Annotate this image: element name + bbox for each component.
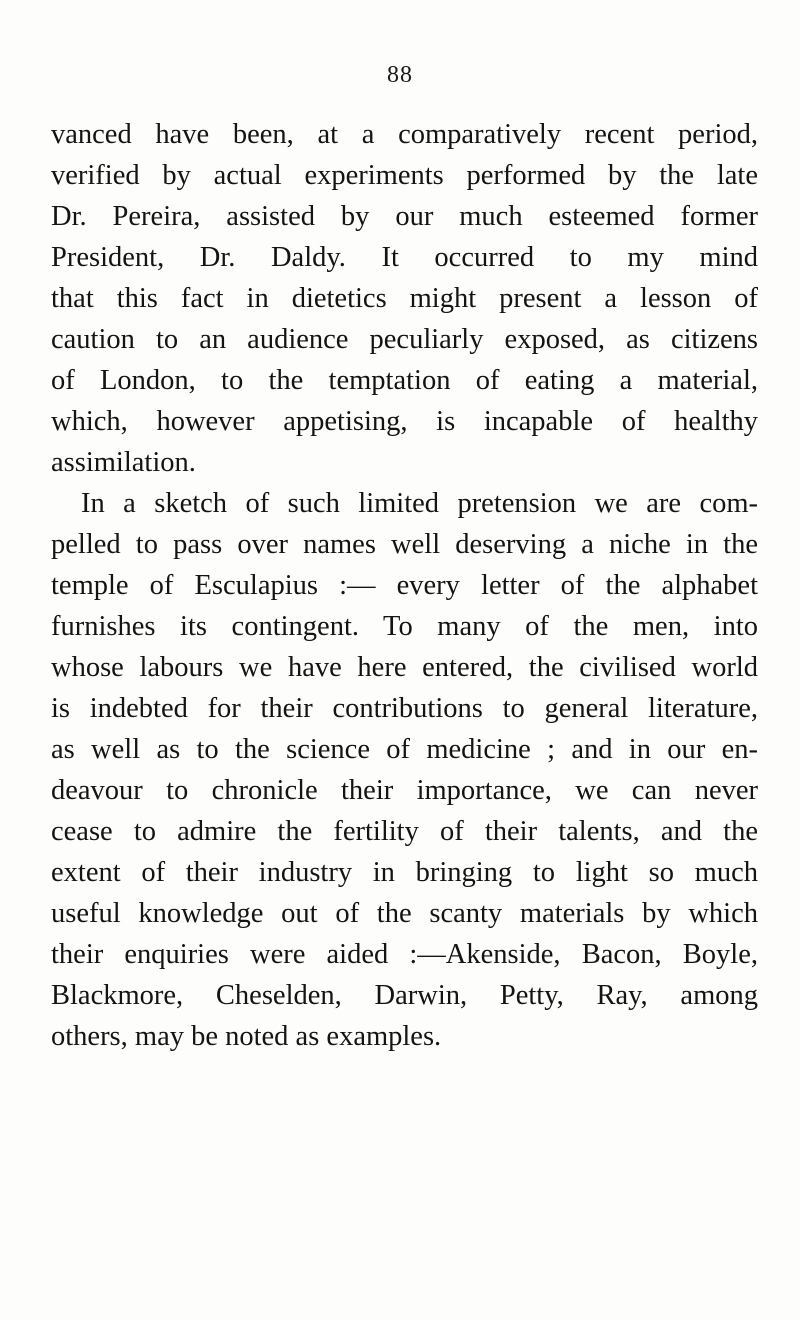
text-line: Dr. Pereira, assisted by our much esteemed former	[51, 201, 758, 232]
text-line: President, Dr. Daldy. It occurred to my mind	[51, 242, 758, 273]
text-line: pelled to pass over names well deserving a niche in the	[51, 529, 758, 560]
text-line: is indebted for their contributions to general literature,	[51, 693, 758, 724]
text-line: that this fact in dietetics might present a lesson of	[51, 283, 758, 314]
text-line: vanced have been, at a comparatively recent period,	[51, 119, 758, 150]
text-line: of London, to the temptation of eating a material,	[51, 365, 758, 396]
text-line: caution to an audience peculiarly exposed, as citizens	[51, 324, 758, 355]
text-line: extent of their industry in bringing to light so much	[51, 857, 758, 888]
text-line: others, may be noted as examples.	[51, 1021, 442, 1052]
text-line: whose labours we have here entered, the civilised world	[51, 652, 758, 683]
text-line: Blackmore, Cheselden, Darwin, Petty, Ray, among	[51, 980, 758, 1011]
text-line: temple of Esculapius :— every letter of the alphabet	[51, 570, 758, 601]
text-line: useful knowledge out of the scanty materials by which	[51, 898, 758, 929]
text-line: cease to admire the fertility of their talents, and the	[51, 816, 758, 847]
text-line: their enquiries were aided :—Akenside, Bacon, Boyle,	[51, 939, 758, 970]
body-text	[51, 114, 758, 1057]
text-line: which, however appetising, is incapable of healthy	[51, 406, 758, 437]
text-line: furnishes its contingent. To many of the men, into	[51, 611, 758, 642]
text-line: In a sketch of such limited pretension we are com-	[81, 488, 758, 519]
text-line: assimilation.	[51, 447, 196, 478]
text-line: verified by actual experiments performed by the late	[51, 160, 758, 191]
text-line: deavour to chronicle their importance, we can never	[51, 775, 758, 806]
text-line: as well as to the science of medicine ; and in our en-	[51, 734, 758, 765]
page-number: 88	[387, 62, 413, 88]
